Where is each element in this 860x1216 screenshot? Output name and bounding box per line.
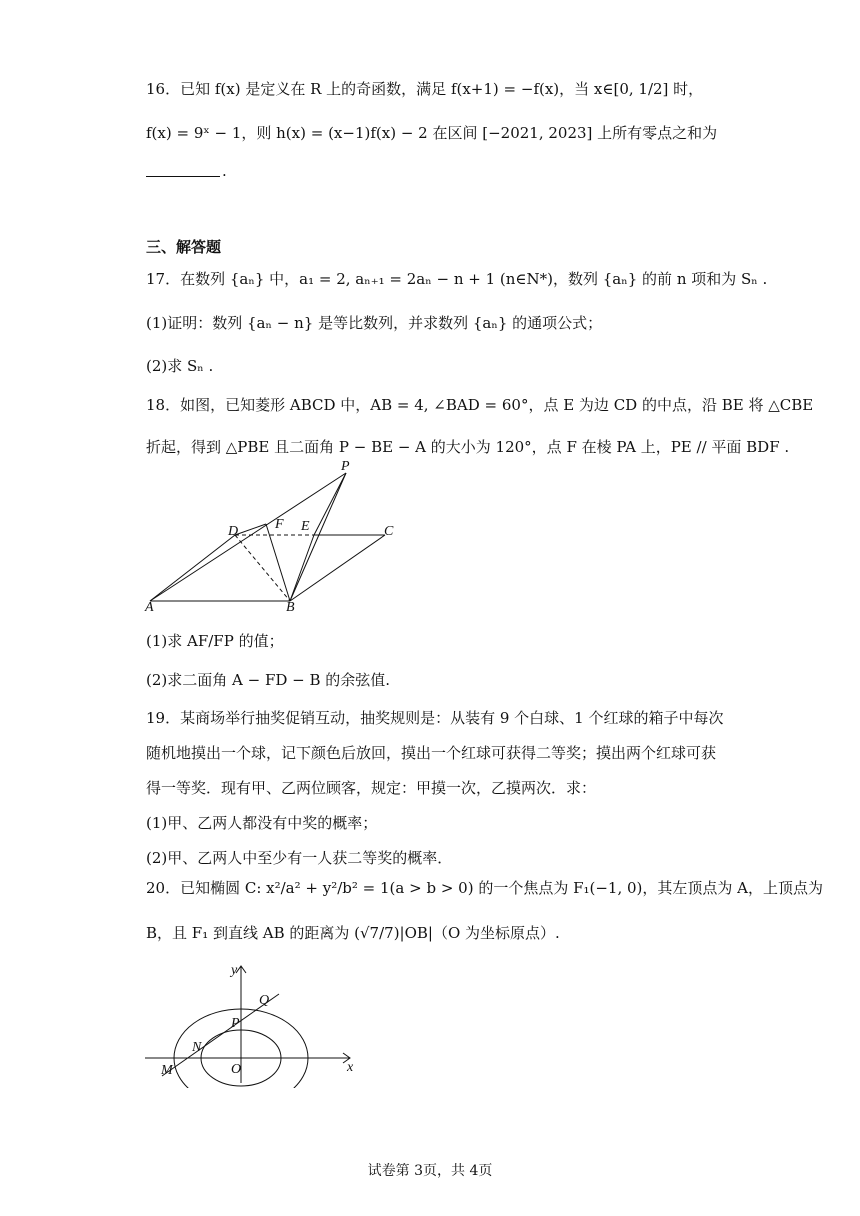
problem-19-line-2: 随机地摸出一个球，记下颜色后放回，摸出一个红球可获得二等奖；摸出两个红球可获 [146,744,717,762]
problem-17-question-2: (2)求 Sₙ . [146,357,214,375]
section-heading-3: 三、解答题 [146,238,222,256]
ellipse-figure [140,958,370,1088]
problem-19-line-3: 得一等奖．现有甲、乙两位顾客，规定：甲摸一次，乙摸两次．求： [146,779,597,797]
point-label-O: O [231,1062,242,1077]
axis-label-y: y [231,963,238,978]
problem-16-line-1: 16．已知 f(x) 是定义在 R 上的奇函数，满足 f(x+1) = −f(x)，当 x∈[0, 1/2] 时， [146,80,704,98]
point-label-Q: Q [259,993,270,1008]
problem-16-end: . [222,162,227,180]
rhombus-fold-figure [140,458,420,613]
problem-20-line-1: 20．已知椭圆 C: x²/a² + y²/b² = 1(a > b > 0) 的一个焦点为 F₁(−1, 0)，其左顶点为 A，上顶点为 [146,879,824,897]
problem-17-question-1: (1)证明：数列 {aₙ − n} 是等比数列，并求数列 {aₙ} 的通项公式； [146,314,603,332]
problem-19-question-1: (1)甲、乙两人都没有中奖的概率； [146,814,378,832]
point-label-F: F [275,517,284,532]
problem-18-question-2: (2)求二面角 A − FD − B 的余弦值. [146,671,391,689]
problem-20-line-2: B，且 F₁ 到直线 AB 的距离为 (√7/7)|OB|（O 为坐标原点）. [146,924,560,942]
point-label-P: P [341,459,350,474]
problem-16-line-2: f(x) = 9ˣ − 1，则 h(x) = (x−1)f(x) − 2 在区间 [−2021, 2023] 上所有零点之和为 [146,124,718,142]
problem-18-line-1: 18．如图，已知菱形 ABCD 中，AB = 4, ∠BAD = 60°，点 E 为边 CD 的中点，沿 BE 将 △CBE [146,396,814,414]
point-label-B: B [286,600,295,613]
point-label-C: C [384,524,394,539]
problem-17-line-1: 17．在数列 {aₙ} 中，a₁ = 2, aₙ₊₁ = 2aₙ − n + 1 (n∈N*)，数列 {aₙ} 的前 n 项和为 Sₙ . [146,270,768,288]
point-label-A: A [145,600,154,613]
point-label-N: N [192,1040,202,1055]
problem-18-question-1: (1)求 AF/FP 的值； [146,632,284,650]
point-label-E: E [301,519,310,534]
axis-label-x: x [347,1060,354,1075]
answer-blank [146,175,220,177]
problem-18-line-2: 折起，得到 △PBE 且二面角 P − BE − A 的大小为 120°，点 F 在棱 PA 上，PE // 平面 BDF . [146,438,790,456]
problem-19-line-1: 19．某商场举行抽奖促销互动，抽奖规则是：从装有 9 个白球、1 个红球的箱子中每次 [146,709,724,727]
point-label-P: P [231,1016,240,1031]
point-label-M: M [161,1063,173,1078]
page-footer: 试卷第 3页，共 4页 [367,1163,493,1179]
problem-19-question-2: (2)甲、乙两人中至少有一人获二等奖的概率． [146,849,453,867]
point-label-D: D [228,524,239,539]
